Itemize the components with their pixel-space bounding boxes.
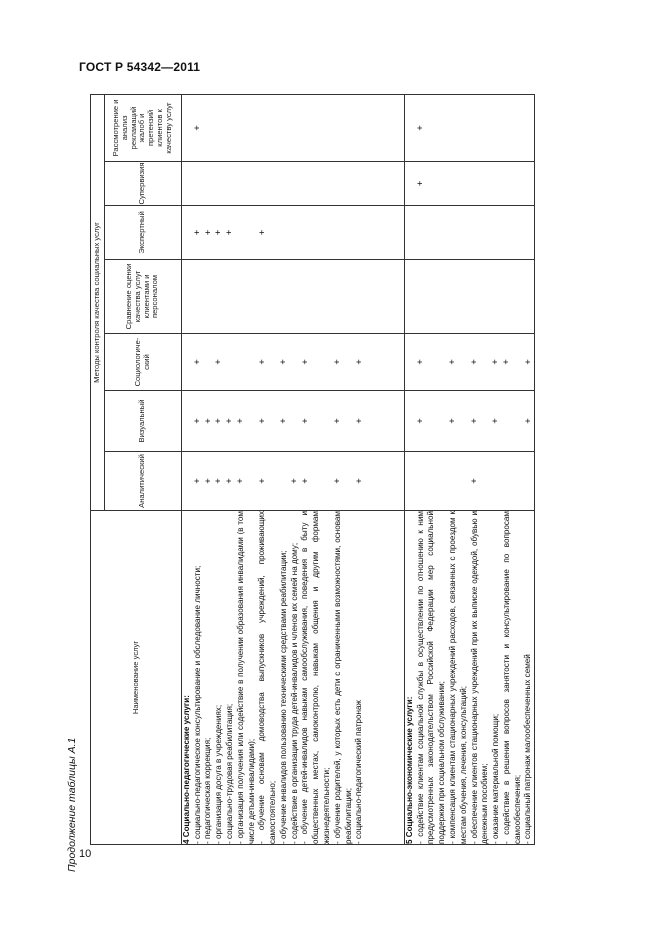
methods-group-header: Методы контроля качества социальных услуг [91,94,105,510]
plus-mark: + [414,180,426,187]
plus-mark: + [212,229,224,236]
plus-mark: + [353,478,365,484]
plus-mark: + [277,418,289,424]
section-5-expert-cell [404,206,535,260]
plus-mark: + [202,418,214,424]
plus-mark: + [191,125,203,131]
plus-mark: + [299,359,311,365]
plus-mark: + [331,418,343,424]
plus-mark: + [256,478,268,484]
plus-mark: + [191,229,203,236]
method-header-supervision: Супервизия [104,162,181,206]
plus-mark: + [223,229,235,236]
list-item: - обучение основам домоводства выпускников учреждений, проживающих самостоятельно; [257,511,278,844]
section-4-visual-cell [181,391,404,452]
list-item: - содействие в решении вопросов занятости и консультирование по вопросам самообеспечения; [501,511,522,844]
plus-mark: + [446,359,458,365]
plus-mark: + [256,418,268,424]
plus-mark: + [489,359,501,365]
list-item: - социально-педагогическое консультирование и обследование личности; [192,565,202,844]
section-5-analytical-cell [404,452,535,511]
list-item: - обучение родителей, у которых есть дети с ограниченными возможностями, основам реабилитации; [332,511,353,844]
section-4-comparison-cell [181,260,404,334]
section-5-supervision-cell [404,162,535,206]
section-5-visual-cell [404,391,535,452]
plus-mark: + [212,478,224,484]
plus-mark: + [288,478,300,484]
section-4-expert-cell [181,206,404,260]
plus-mark: + [353,418,365,424]
plus-mark: + [234,418,246,424]
plus-mark: + [212,418,224,424]
plus-mark: + [468,418,480,424]
section-5-complaints-cell [404,94,535,161]
list-item: - содействие в организации труда детей-инвалидов и членов их семей на дому; [289,542,299,844]
plus-mark: + [331,478,343,484]
list-item: - социальный патронаж малообеспеченных семей [523,654,533,844]
method-header-expert: Экспертный [104,206,181,260]
plus-mark: + [191,478,203,484]
plus-mark: + [191,418,203,424]
plus-mark: + [500,359,512,365]
plus-mark: + [299,418,311,424]
plus-mark: + [212,359,224,365]
plus-mark: + [414,125,426,131]
list-item: - обучение инвалидов пользованию техническими средствами реабилитации; [278,550,288,844]
method-header-analytical: Аналитический [104,452,181,511]
plus-mark: + [223,418,235,424]
plus-mark: + [468,478,480,484]
list-item: - организация досуга в учреждениях; [214,704,224,844]
section-4-sociological-cell [181,334,404,391]
plus-mark: + [522,418,534,424]
plus-mark: + [234,478,246,484]
page-number: 10 [79,848,92,860]
section-5-title: 5 Социально-экономические услуги: [404,696,414,844]
section-4-analytical-cell [181,452,404,511]
list-item: - обеспечение клиентов стационарных учреждений при их выписке одеждой, обувью и денежным пособием; [469,511,490,844]
method-header-sociological: Социологический [104,334,181,391]
plus-mark: + [446,418,458,424]
plus-mark: + [191,359,203,365]
method-header-comparison: Сравнение оценки качества услуг клиентами и персоналом [104,260,181,334]
section-4-supervision-cell [181,162,404,206]
list-item: - социально-педагогический патронаж [354,700,364,844]
section-5-sociological-cell [404,334,535,391]
plus-mark: + [331,359,343,365]
plus-mark: + [414,359,426,365]
document-code: ГОСТ Р 54342—2011 [79,60,201,74]
table-caption: Продолжение таблицы А.1 [66,737,78,872]
section-4-title: 4 Социально-педагогические услуги: [181,695,191,844]
plus-mark: + [489,418,501,424]
methods-table [90,94,535,845]
list-item: - оказание материальной помощи; [491,713,501,844]
section-5-services [404,511,535,845]
plus-mark: + [256,229,268,236]
plus-mark: + [202,478,214,484]
section-row-4 [181,94,404,844]
section-5-comparison-cell [404,260,535,334]
plus-mark: + [202,229,214,236]
list-item: - организация получения или содействие в получении образования инвалидами (в том числе детьми-инвалидами); [235,511,256,844]
plus-mark: + [414,418,426,424]
plus-mark: + [299,478,311,484]
list-item: - обучение детей-инвалидов навыкам самообслуживания, поведения в быту и общественных местах, самоконтролю, навыкам общения и другим формам жизнедеятельности; [300,511,332,844]
section-4-services [181,511,404,845]
list-item: - педагогическая коррекция; [203,737,213,844]
plus-mark: + [256,359,268,365]
service-column-header: Наименование услуг [91,511,182,845]
plus-mark: + [353,359,365,365]
list-item: - социально-трудовая реабилитация; [224,703,234,844]
method-header-complaints: Рассмотрение и анализ рекламаций жалоб и претензий клиентов к качеству услуг [104,94,181,161]
plus-mark: + [223,478,235,484]
list-item: - содействие клиентам социальной службы в осуществлении по отношению к ним предусмотренных законодательством Российской Федерации мер социальной поддержки при социальном обслуживании; [415,511,447,844]
method-header-visual: Визуальный [104,391,181,452]
section-row-5 [404,94,535,844]
plus-mark: + [522,359,534,365]
list-item: - компенсация клиентам стационарных учреждений расходов, связанных с проездом к местам обучения, лечения, консультаций; [447,511,468,844]
plus-mark: + [468,359,480,365]
plus-mark: + [277,359,289,365]
section-4-complaints-cell [181,94,404,161]
rotated-table-wrapper [90,95,534,845]
